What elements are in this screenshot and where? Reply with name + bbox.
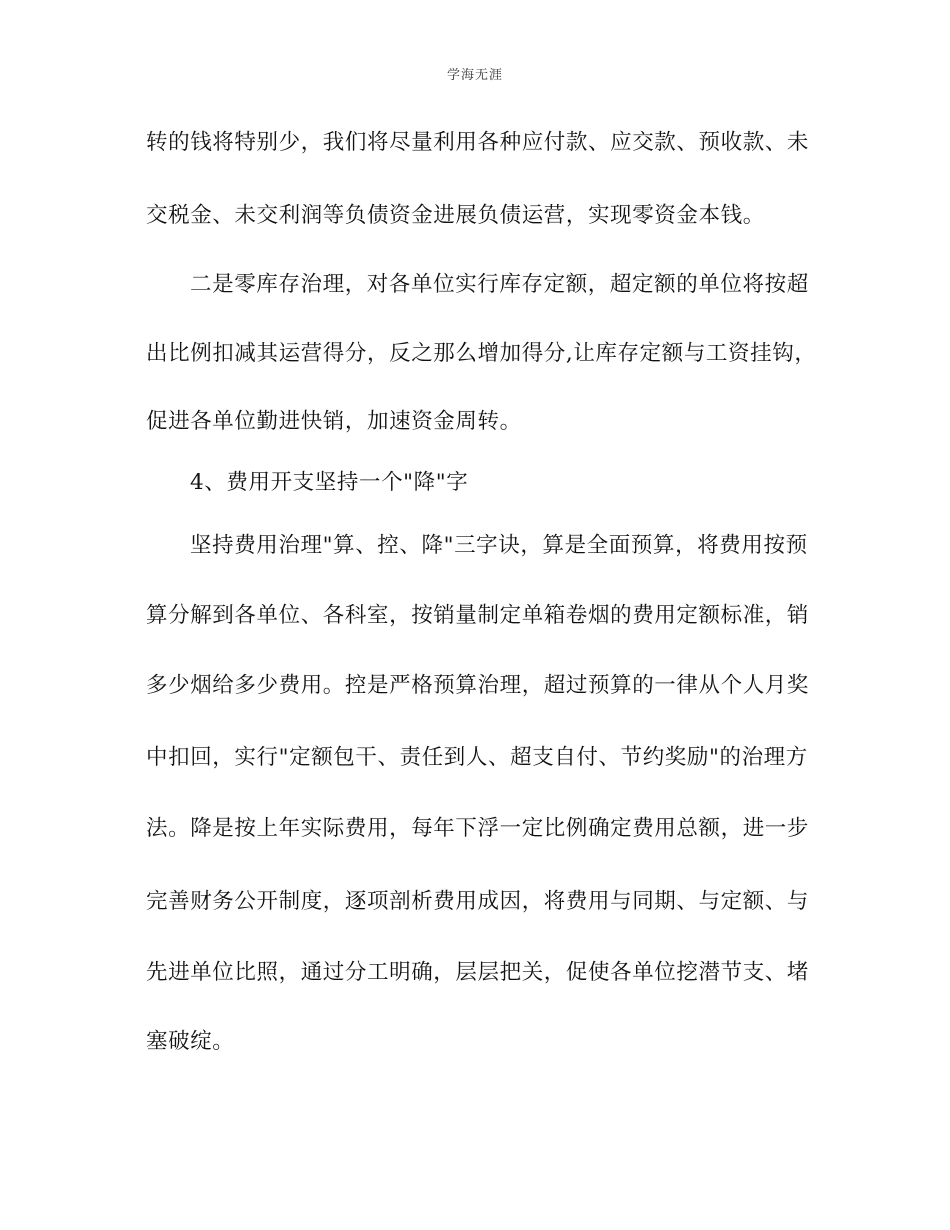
paragraph-first-line: 坚持费用治理"算、控、降"三字诀，算是全面预算，将费用按预 (190, 533, 808, 558)
text-line: 法。降是按上年实际费用，每年下浮一定比例确定费用总额，进一步 (146, 816, 810, 841)
text-line: 完善财务公开制度，逐项剖析费用成因，将费用与同期、与定额、与 (146, 889, 810, 914)
paragraph-first-line: 二是零库存治理，对各单位实行库存定额，超定额的单位将按超 (190, 272, 809, 297)
text-line: 先进单位比照，通过分工明确，层层把关，促使各单位挖潜节支、堵 (146, 960, 810, 985)
text-line: 算分解到各单位、各科室，按销量制定单箱卷烟的费用定额标准，销 (146, 603, 810, 628)
page-header: 学海无涯 (446, 68, 503, 83)
text-line: 转的钱将特别少，我们将尽量利用各种应付款、应交款、预收款、未 (146, 130, 810, 155)
text-line: 促进各单位勤进快销，加速资金周转。 (146, 409, 522, 434)
text-line: 交税金、未交利润等负债资金进展负债运营，实现零资金本钱。 (146, 203, 765, 228)
text-line: 塞破绽。 (146, 1029, 235, 1054)
text-line: 多少烟给多少费用。控是严格预算治理，超过预算的一律从个人月奖 (146, 673, 810, 698)
section-heading: 4、费用开支坚持一个"降"字 (190, 470, 469, 495)
text-line: 中扣回，实行"定额包干、责任到人、超支自付、节约奖励"的治理方 (146, 745, 808, 770)
text-line: 出比例扣减其运营得分，反之那么增加得分,让库存定额与工资挂钩， (146, 341, 817, 366)
